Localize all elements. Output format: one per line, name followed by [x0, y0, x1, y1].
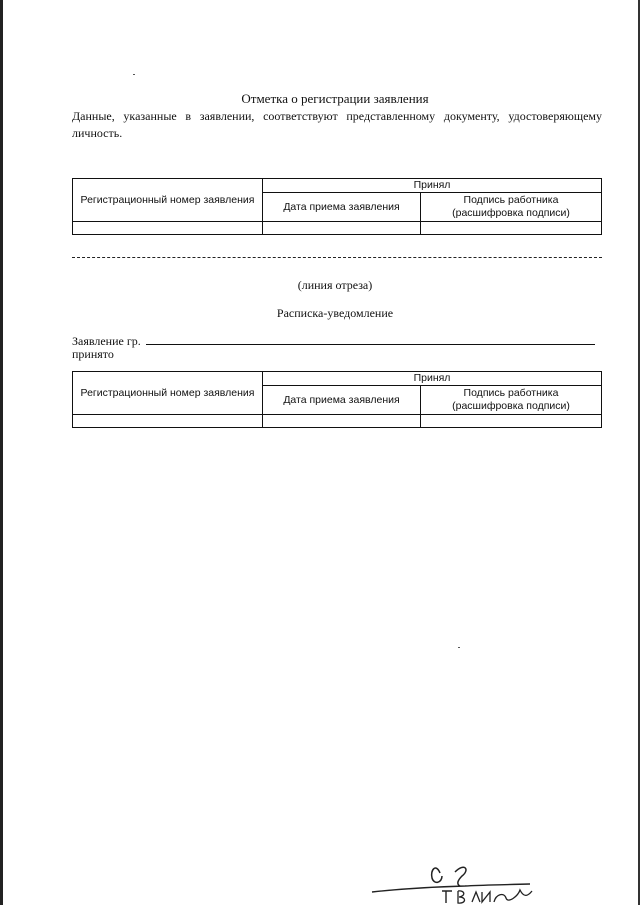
accepted-label: принято: [72, 347, 114, 361]
reg-number-cell[interactable]: [73, 415, 263, 428]
signature-header: [421, 386, 602, 415]
scan-speck: [458, 647, 460, 648]
scan-speck: [133, 74, 135, 75]
date-cell[interactable]: [263, 222, 421, 235]
signature-header: [421, 193, 602, 222]
receipt-title: Расписка-уведомление: [276, 306, 394, 320]
page-edge-left: [0, 0, 3, 905]
date-header: Дата приема заявления: [263, 386, 421, 415]
signature-header-line1: Подпись работника: [463, 387, 559, 399]
cut-line: [72, 257, 602, 258]
signature-header-line2: (расшифровка подписи): [452, 207, 570, 219]
cut-line-label: (линия отреза): [297, 278, 373, 292]
accepted-header: Принял: [263, 372, 602, 386]
handwritten-signature: [370, 858, 540, 904]
signature-cell[interactable]: [421, 222, 602, 235]
receipt-table: [72, 371, 602, 428]
date-header: Дата приема заявления: [263, 193, 421, 222]
signature-header-line2: (расшифровка подписи): [452, 400, 570, 412]
reg-number-header: Регистрационный номер заявления: [73, 179, 263, 222]
reg-number-header: Регистрационный номер заявления: [73, 372, 263, 415]
reg-number-cell[interactable]: [73, 222, 263, 235]
application-label: Заявление гр.: [72, 334, 141, 348]
registration-mark-title: Отметка о регистрации заявления: [241, 91, 429, 106]
accepted-header: Принял: [263, 179, 602, 193]
signature-header-line1: Подпись работника: [463, 194, 559, 206]
registration-table: [72, 178, 602, 235]
date-cell[interactable]: [263, 415, 421, 428]
applicant-name-line[interactable]: [146, 344, 595, 345]
signature-cell[interactable]: [421, 415, 602, 428]
registration-mark-text: Данные, указанные в заявлении, соответствуют представленному документу, удостоверяющему личность.: [72, 109, 602, 140]
